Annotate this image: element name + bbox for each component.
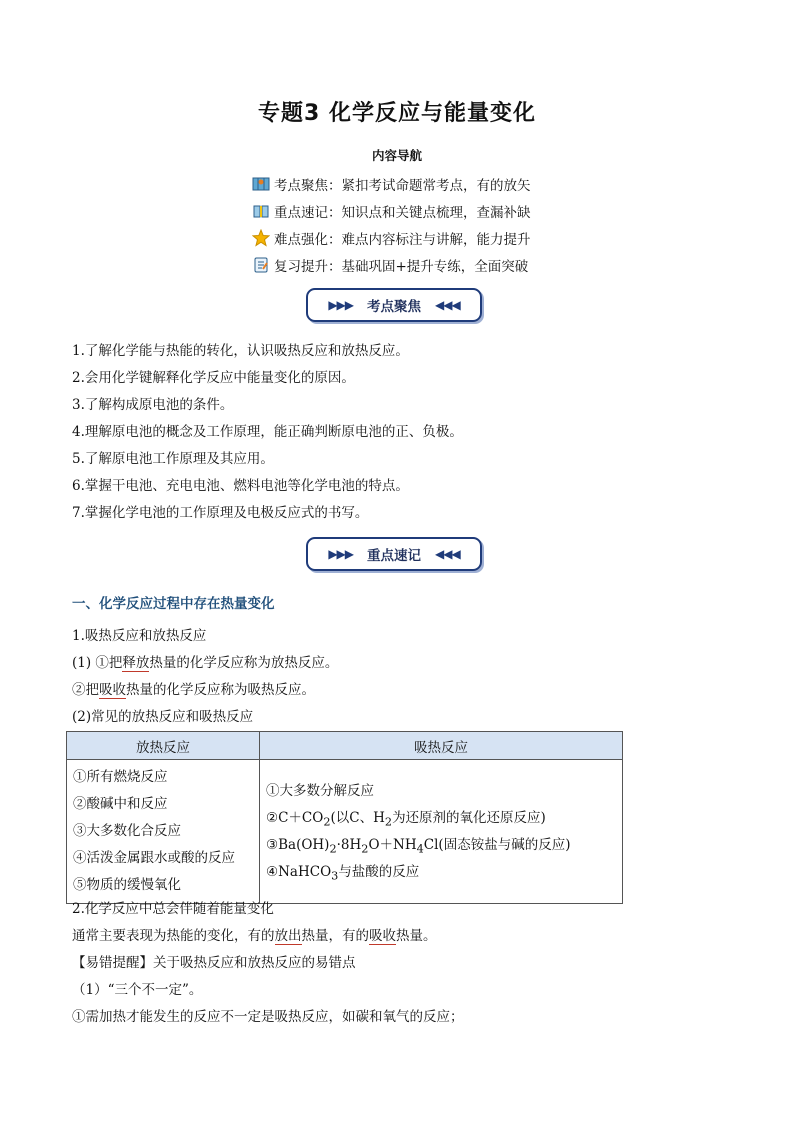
- section-banner-notes: [306, 537, 482, 571]
- subscript: 2: [323, 815, 331, 829]
- table-header-row: [67, 732, 623, 760]
- nav-item-review: [252, 251, 531, 278]
- nav-item-difficult: [252, 224, 531, 251]
- nav-item-text: 重点速记：知识点和关键点梳理，查漏补缺: [274, 204, 531, 221]
- notepad-icon: [252, 256, 270, 274]
- objective-item: 6.掌握干电池、充电电池、燃料电池等化学电池的特点。: [72, 478, 409, 494]
- objective-item: 3.了解构成原电池的条件。: [72, 397, 234, 413]
- list-item: ②酸碱中和反应: [73, 796, 168, 812]
- nav-item-focus: [252, 170, 531, 197]
- exothermic-cell: [67, 760, 260, 904]
- paragraph-energy-change: [72, 924, 437, 944]
- text-segment: 热量。: [396, 928, 437, 944]
- endothermic-cell: [260, 760, 623, 904]
- text-segment: ④NaHCO: [266, 863, 332, 880]
- subscript: 2: [361, 842, 369, 856]
- book-icon: [252, 202, 270, 220]
- section-banner-focus: [306, 288, 482, 322]
- list-item: [266, 859, 616, 886]
- subscript: 2: [384, 815, 393, 829]
- nav-item-text: 考点聚焦：紧扣考试命题常考点，有的放矢: [274, 177, 531, 194]
- text-segment: ③Ba(OH): [266, 836, 330, 853]
- text-segment: 热量的化学反应称为放热反应。: [149, 655, 339, 671]
- text-segment: ②C＋CO: [266, 809, 324, 826]
- banner-label: 重点速记: [367, 548, 421, 564]
- subheading: (2)常见的放热反应和吸热反应: [72, 709, 254, 725]
- error-tip-item: （1）“三个不一定”。: [72, 982, 203, 998]
- list-item: ③大多数化合反应: [73, 823, 181, 839]
- list-item: [266, 832, 616, 859]
- text-segment: 热量，有的: [301, 928, 369, 944]
- text-segment: 热量的化学反应称为吸热反应。: [126, 682, 315, 698]
- nav-item-text: 难点强化：难点内容标注与讲解，能力提升: [274, 231, 531, 248]
- table-row: [67, 760, 623, 904]
- nav-item-notes: [252, 197, 531, 224]
- text-segment: 与盐酸的反应: [338, 863, 420, 880]
- right-arrows-icon: ▶▶▶: [328, 547, 353, 561]
- subscript: 4: [416, 842, 424, 856]
- page-title: 专题3 化学反应与能量变化: [258, 101, 536, 126]
- reaction-table: [66, 731, 623, 904]
- text-segment: 通常主要表现为热能的变化，有的: [72, 928, 275, 944]
- objective-item: 7.掌握化学电池的工作原理及电极反应式的书写。: [72, 505, 369, 521]
- list-item: ①大多数分解反应: [266, 782, 374, 799]
- nav-heading: 内容导航: [371, 148, 422, 163]
- nav-item-text: 复习提升：基础巩固+提升专练，全面突破: [274, 258, 529, 275]
- paragraph-exothermic: [72, 651, 338, 671]
- map-icon: [252, 175, 270, 193]
- left-arrows-icon: ◀◀◀: [435, 298, 460, 312]
- table-header-endothermic: 吸热反应: [260, 732, 623, 760]
- text-segment: ·8H: [336, 836, 362, 853]
- list-item: ④活泼金属跟水或酸的反应: [73, 850, 235, 866]
- list-item: [266, 805, 616, 832]
- right-arrows-icon: ▶▶▶: [328, 298, 353, 312]
- subheading: 1.吸热反应和放热反应: [72, 628, 207, 644]
- table-header-exothermic: 放热反应: [67, 732, 260, 760]
- objective-item: 5.了解原电池工作原理及其应用。: [72, 451, 274, 467]
- subheading: 2.化学反应中总会伴随着能量变化: [72, 901, 274, 917]
- text-segment: (以C、H: [330, 809, 385, 826]
- subscript: 3: [331, 869, 339, 883]
- content-nav-list: [252, 170, 531, 278]
- left-arrows-icon: ◀◀◀: [435, 547, 460, 561]
- text-segment: ②把: [72, 682, 99, 698]
- list-item: ①所有燃烧反应: [73, 769, 168, 785]
- section-heading: 一、化学反应过程中存在热量变化: [72, 596, 275, 612]
- keyword-underlined: 放出: [274, 928, 302, 944]
- objective-item: 1.了解化学能与热能的转化，认识吸热反应和放热反应。: [72, 343, 409, 359]
- star-icon: [252, 229, 270, 247]
- text-segment: 为还原剂的氧化还原反应): [392, 809, 546, 826]
- keyword-underlined: 释放: [122, 655, 150, 671]
- error-tip-heading: 【易错提醒】关于吸热反应和放热反应的易错点: [72, 955, 356, 971]
- list-item: ⑤物质的缓慢氧化: [73, 877, 181, 893]
- keyword-underlined: 吸收: [369, 928, 396, 944]
- keyword-underlined: 吸收: [99, 682, 126, 698]
- paragraph-endothermic: [72, 678, 315, 698]
- banner-label: 考点聚焦: [367, 299, 421, 315]
- subscript: 2: [329, 842, 337, 856]
- objective-item: 4.理解原电池的概念及工作原理，能正确判断原电池的正、负极。: [72, 424, 463, 440]
- objective-item: 2.会用化学键解释化学反应中能量变化的原因。: [72, 370, 355, 386]
- text-segment: (1) ①把: [72, 655, 123, 671]
- text-segment: O＋NH: [368, 836, 417, 853]
- error-tip-item: ①需加热才能发生的反应不一定是吸热反应，如碳和氧气的反应；: [72, 1009, 464, 1025]
- text-segment: Cl(固态铵盐与碱的反应): [423, 836, 571, 853]
